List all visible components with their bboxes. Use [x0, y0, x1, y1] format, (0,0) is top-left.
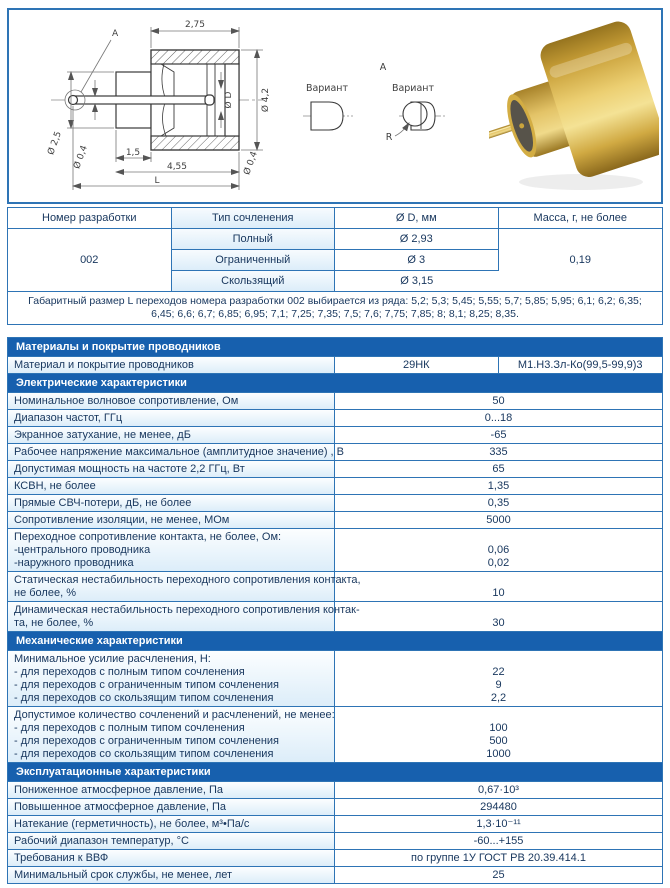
- spec-label-line: Прямые СВЧ-потери, дБ, не более: [14, 496, 192, 509]
- variants: [303, 62, 445, 143]
- spec-row-value: [335, 495, 662, 511]
- spec-value-line: [339, 604, 658, 617]
- spec-label-line: Переходное сопротивление контакта, не более, Ом:: [14, 530, 282, 543]
- spec-row: [8, 427, 662, 444]
- spec-value-line: 0...18: [484, 411, 513, 424]
- spec-row: [8, 833, 662, 850]
- spec-row-value: [335, 427, 662, 443]
- drawing-panel: [7, 8, 663, 204]
- spec-label-line: -наружного проводника: [14, 556, 134, 569]
- spec-row: [8, 782, 662, 799]
- spec-value-line: по группе 1У ГОСТ РВ 20.39.414.1: [411, 851, 586, 864]
- t1-type-limited: Ограниченный: [172, 250, 336, 271]
- dim-pin-d: Ø 0,4: [72, 144, 90, 171]
- spec-value-line: -60...+155: [473, 834, 524, 847]
- spec-value-line: 9: [495, 678, 502, 691]
- technical-drawing: [11, 12, 489, 196]
- spec-label-line: - для переходов со скользящим типом сочленения: [14, 747, 274, 760]
- variant2-label: Вариант: [391, 83, 435, 94]
- t1-type-full: Полный: [172, 229, 336, 250]
- spec-label-line: Допустимое количество сочленений и расчленений, не менее:: [14, 708, 335, 721]
- spec-value-line: 30: [492, 616, 505, 629]
- t1-header-dev-number: Номер разработки: [8, 208, 172, 229]
- spec-value-line: [339, 709, 658, 722]
- spec-row-label: [8, 495, 335, 511]
- spec-value-line: 1,3·10⁻¹¹: [476, 817, 521, 830]
- t1-mass: 0,19: [499, 229, 663, 292]
- section-header: Материалы и покрытие проводников: [8, 338, 662, 357]
- spec-tables: [7, 337, 663, 884]
- spec-row-label: [8, 393, 335, 409]
- spec-value-line: 10: [492, 586, 505, 599]
- t1-header-mass: Масса, г, не более: [499, 208, 663, 229]
- spec-label-line: Диапазон частот, ГГц: [14, 411, 123, 424]
- spec-row: [8, 495, 662, 512]
- spec-label-line: Пониженное атмосферное давление, Па: [14, 783, 224, 796]
- spec-row-label: [8, 867, 335, 883]
- t1-d-full: Ø 2,93: [335, 229, 499, 250]
- section-header: Механические характеристики: [8, 632, 662, 651]
- spec-row: [8, 816, 662, 833]
- spec-label-line: Статическая нестабильность переходного сопротивления контакта,: [14, 573, 361, 586]
- spec-label-line: Рабочий диапазон температур, °С: [14, 834, 189, 847]
- spec-row-label: [8, 529, 335, 571]
- spec-value-line: 0,06: [487, 543, 510, 556]
- spec-value-line: 0,67·10³: [478, 783, 519, 796]
- spec-row: [8, 444, 662, 461]
- spec-value-line: 2,2: [490, 691, 507, 704]
- spec-row-label: [8, 444, 345, 460]
- spec-value-line: 0,35: [487, 496, 510, 509]
- spec-row: [8, 799, 662, 816]
- spec-row-label: [8, 782, 335, 798]
- variant1-label: Вариант: [305, 83, 349, 94]
- spec-row-value: [335, 410, 662, 426]
- spec-label-line: Номинальное волновое сопротивление, Ом: [14, 394, 239, 407]
- variant1-shape: [311, 102, 343, 130]
- t1-note: Габаритный размер L переходов номера разработки 002 выбирается из ряда: 5,2; 5,3; 5,45; 5,55; 5,7; 5,85; 5,95; 6,1; 6,2; 6,35; 6,45; 6,6; 6,7; 6,85; 6,95; 7,1; 7,25; 7,35; 7,5; 7,6; 7,75; 7,85; 8; 8,1; 8,25; 8,35.: [28, 295, 642, 320]
- spec-row-value: [335, 512, 662, 528]
- variant-view-label: А: [379, 62, 387, 73]
- t1-type-sliding: Скользящий: [172, 271, 336, 292]
- spec-row: [8, 461, 662, 478]
- spec-row-label: [8, 602, 360, 631]
- spec-row: [8, 393, 662, 410]
- spec-row-label: [8, 427, 335, 443]
- spec-label-line: Экранное затухание, не менее, дБ: [14, 428, 191, 441]
- spec-value-line: 25: [492, 868, 505, 881]
- spec-row-label: [8, 461, 335, 477]
- spec-row-value: [335, 478, 662, 494]
- spec-label-line: -центрального проводника: [14, 543, 151, 556]
- spec-row-label: [8, 816, 335, 832]
- spec-row-label: [8, 357, 335, 373]
- spec-row-value: [335, 782, 662, 798]
- t1-dev-number: 002: [8, 229, 172, 292]
- t1-d-sliding: Ø 3,15: [335, 271, 499, 292]
- variant2-radius-shape: [403, 102, 427, 126]
- spec-row: [8, 478, 662, 495]
- spec-value-line: 100: [489, 721, 508, 734]
- spec-row-value: [335, 444, 662, 460]
- spec-row-value: [335, 799, 662, 815]
- spec-label-line: Динамическая нестабильность переходного сопротивления контак-: [14, 603, 360, 616]
- spec-label-line: - для переходов с ограниченным типом сочленения: [14, 734, 279, 747]
- spec-row-label: [8, 512, 335, 528]
- spec-label-line: - для переходов с ограниченным типом сочленения: [14, 678, 279, 691]
- spec-label-line: Повышенное атмосферное давление, Па: [14, 800, 227, 813]
- spec-row-label: [8, 833, 335, 849]
- spec-label-line: Натекание (герметичность), не более, м³•Па/с: [14, 817, 250, 830]
- spec-row-value: [335, 707, 662, 762]
- spec-row-label: [8, 572, 361, 601]
- spec-row-value: [335, 393, 662, 409]
- spec-row-value: [335, 816, 662, 832]
- spec-label-line: не более, %: [14, 586, 76, 599]
- spec-row-value: М1.Н3.Зл-Ко(99,5-99,9)3: [517, 358, 643, 371]
- spec-row-value: [335, 850, 662, 866]
- spec-row: [8, 410, 662, 427]
- spec-value-line: 5000: [486, 513, 511, 526]
- callout-a-label: А: [112, 29, 119, 39]
- section-header: Электрические характеристики: [8, 374, 662, 393]
- spec-value-line: [339, 574, 658, 587]
- spec-label-line: Минимальное усилие расчленения, Н:: [14, 652, 211, 665]
- spec-value-line: 294480: [480, 800, 517, 813]
- spec-row-value: [335, 867, 662, 883]
- spec-row: [8, 707, 662, 763]
- spec-value-line: 50: [492, 394, 505, 407]
- dev-table: [7, 207, 663, 325]
- t1-header-mating-type: Тип сочленения: [172, 208, 336, 229]
- dim-outer-d: Ø 4,2: [261, 87, 271, 113]
- connector-section: [69, 50, 240, 150]
- radius-label: R: [385, 132, 393, 143]
- spec-label-line: Сопротивление изоляции, не менее, МОм: [14, 513, 230, 526]
- dim-inner-d: Ø D: [224, 91, 234, 109]
- spec-value-line: 1000: [486, 747, 511, 760]
- spec-value-line: 65: [492, 462, 505, 475]
- spec-label-line: КСВН, не более: [14, 479, 96, 492]
- spec-value-line: 335: [489, 445, 508, 458]
- spec-label-line: - для переходов с полным типом сочленения: [14, 721, 245, 734]
- spec-row: [8, 850, 662, 867]
- spec-row-value: [335, 461, 662, 477]
- spec-row-label: [8, 850, 335, 866]
- spec-label-line: - для переходов со скользящим типом сочленения: [14, 691, 274, 704]
- spec-row-value: [335, 572, 662, 601]
- dim-step: 1,5: [125, 148, 141, 158]
- spec-row-value: [335, 833, 662, 849]
- spec-value-line: [339, 531, 658, 544]
- spec-row: [8, 602, 662, 632]
- t1-header-diameter: Ø D, мм: [335, 208, 499, 229]
- spec-label-line: Рабочее напряжение максимальное (амплитудное значение) , В: [14, 445, 345, 458]
- spec-value-line: 1,35: [487, 479, 510, 492]
- spec-label-line: Требования к ВВФ: [14, 851, 109, 864]
- spec-value-line: 22: [492, 665, 505, 678]
- spec-label-line: Материал и покрытие проводников: [14, 358, 194, 371]
- spec-label-line: та, не более, %: [14, 616, 94, 629]
- spec-row: [8, 512, 662, 529]
- dim-flange-d: Ø 2,5: [46, 130, 64, 157]
- connector-photo: [489, 18, 659, 196]
- spec-row-label: [8, 478, 335, 494]
- spec-row-label: [8, 410, 335, 426]
- dim-body-len: 4,55: [166, 162, 188, 172]
- spec-row-label: [8, 799, 335, 815]
- photo-shadow: [519, 174, 643, 190]
- dim-pin-d2: Ø 0,4: [242, 150, 260, 177]
- spec-label-line: Минимальный срок службы, не менее, лет: [14, 868, 233, 881]
- spec-row-value: [335, 529, 662, 571]
- spec-value-line: 0,02: [487, 556, 510, 569]
- spec-label-line: - для переходов с полным типом сочленения: [14, 665, 245, 678]
- spec-row-label: [8, 651, 335, 706]
- spec-row-label: [8, 707, 335, 762]
- spec-row-value: [335, 602, 662, 631]
- spec-value-line: [339, 653, 658, 666]
- spec-value-line: 500: [489, 734, 508, 747]
- spec-row: [8, 572, 662, 602]
- spec-row: [8, 357, 662, 374]
- dim-body-width: 2,75: [184, 20, 206, 30]
- product-photo: [489, 12, 659, 196]
- spec-row: [8, 867, 662, 883]
- section-header: Эксплуатационные характеристики: [8, 763, 662, 782]
- spec-row: [8, 651, 662, 707]
- spec-value-line: -65: [490, 428, 507, 441]
- spec-row-value: [335, 651, 662, 706]
- spec-row: [8, 529, 662, 572]
- t1-d-limited: Ø 3: [335, 250, 499, 271]
- dim-total-len: L: [154, 176, 160, 186]
- spec-row-value: 29НК: [335, 357, 499, 373]
- spec-label-line: Допустимая мощность на частоте 2,2 ГГц, Вт: [14, 462, 245, 475]
